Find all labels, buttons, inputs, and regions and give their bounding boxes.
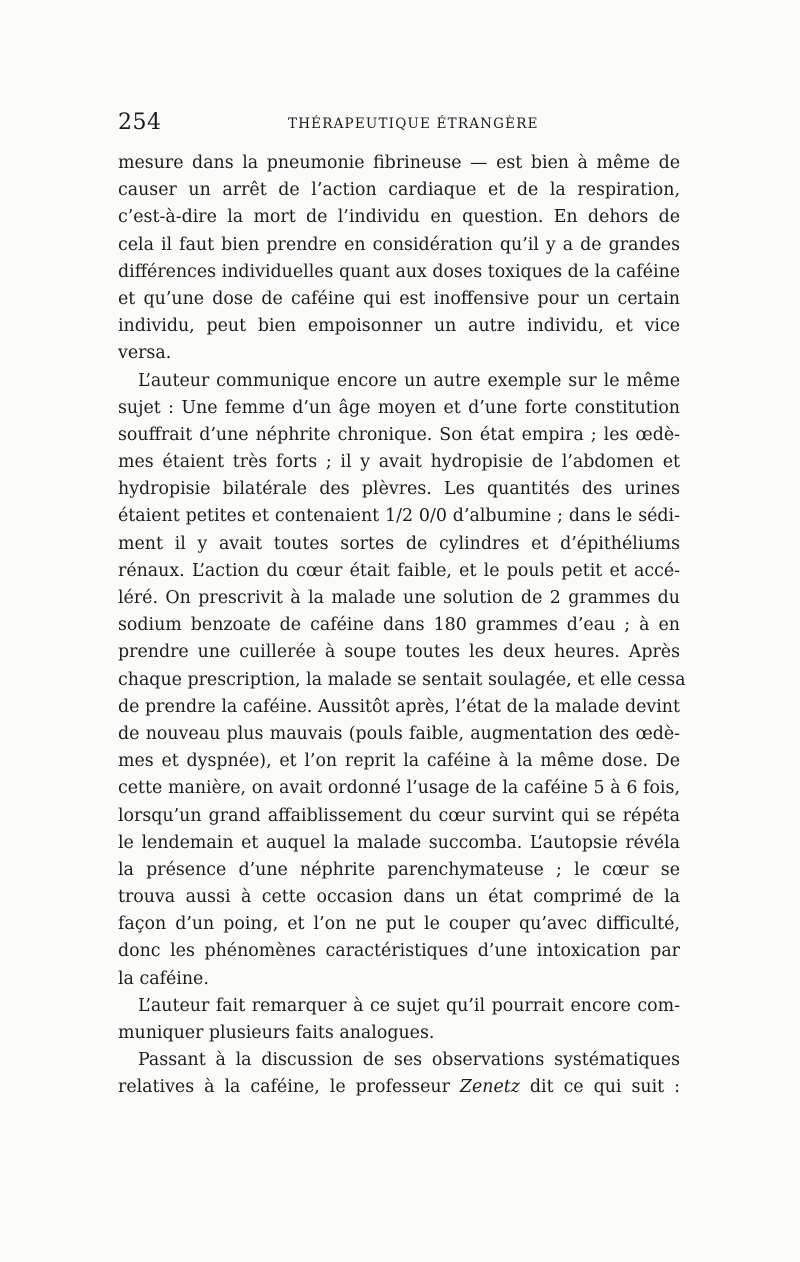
text-line: c’est-à-dire la mort de l’individu en question. En dehors de: [118, 207, 680, 228]
text-line: mes étaient très forts ; il y avait hydropisie de l’abdomen et: [118, 452, 680, 473]
paragraph-start-line: L’auteur fait remarquer à ce sujet qu’il pourrait encore com-: [138, 995, 680, 1016]
text-line: le lendemain et auquel la malade succomba. L’autopsie révéla: [118, 832, 680, 853]
body-text: [118, 150, 686, 1102]
text-line: léré. On prescrivit à la malade une solution de 2 grammes du: [118, 588, 680, 608]
text-line: lorsqu’un grand affaiblissement du cœur survint qui se répéta: [118, 805, 680, 826]
text-line: ment il y avait toutes sortes de cylindres et d’épithéliums: [118, 533, 680, 554]
text-line: hydropisie bilatérale des plèvres. Les quantités des urines: [118, 479, 680, 500]
text-line: la présence d’une néphrite parenchymateuse ; le cœur se: [118, 859, 680, 880]
text-line: rénaux. L’action du cœur était faible, et le pouls petit et accé-: [118, 560, 680, 581]
text-line: trouva aussi à cette occasion dans un état comprimé de la: [118, 887, 680, 908]
text-line: différences individuelles quant aux doses toxiques de la caféine: [118, 261, 680, 282]
text-line: cela il faut bien prendre en considération qu’il y a de grandes: [118, 234, 680, 255]
running-title: THÉRAPEUTIQUE ÉTRANGÈRE: [288, 116, 539, 132]
text-line: donc les phénomènes caractéristiques d’une intoxication par: [118, 941, 680, 962]
text-line: chaque prescription, la malade se sentait soulagée, et elle cessa: [118, 669, 686, 690]
text-line: et qu’une dose de caféine qui est inoffensive pour un certain: [118, 288, 680, 309]
text-line: étaient petites et contenaient 1/2 0/0 d’albumine ; dans le sédi-: [118, 506, 680, 527]
page-header: [118, 110, 680, 140]
text-line: muniquer plusieurs faits analogues.: [118, 1023, 435, 1043]
text-line: prendre une cuillerée à soupe toutes les deux heures. Après: [118, 642, 680, 663]
text-line: façon d’un poing, et l’on ne put le couper qu’avec difficulté,: [118, 914, 680, 935]
page-number: 254: [118, 110, 162, 135]
text-segment: relatives à la caféine, le professeur: [118, 1077, 460, 1098]
text-line: mesure dans la pneumonie fibrineuse — est bien à même de: [118, 153, 680, 173]
text-line: causer un arrêt de l’action cardiaque et de la respiration,: [118, 180, 680, 201]
author-name: Zenetz: [459, 1077, 520, 1098]
paragraph-start-line: L’auteur communique encore un autre exemple sur le même: [138, 370, 680, 391]
text-segment: dit ce qui suit :: [519, 1077, 680, 1098]
text-line: la caféine.: [118, 968, 209, 989]
text-line: cette manière, on avait ordonné l’usage de la caféine 5 à 6 fois,: [118, 778, 680, 799]
text-line: souffrait d’une néphrite chronique. Son état empira ; les œdè-: [118, 424, 680, 445]
text-line: versa.: [118, 343, 172, 364]
text-line: sodium benzoate de caféine dans 180 grammes d’eau ; à en: [118, 615, 680, 636]
text-line: de nouveau plus mauvais (pouls faible, augmentation des œdè-: [118, 723, 680, 744]
text-line: individu, peut bien empoisonner un autre individu, et vice: [118, 316, 680, 337]
text-line: [118, 1074, 680, 1101]
paragraph-start-line: Passant à la discussion de ses observations systématiques: [138, 1050, 680, 1071]
text-line: mes et dyspnée), et l’on reprit la caféine à la même dose. De: [118, 751, 680, 772]
text-line: sujet : Une femme d’un âge moyen et d’une forte constitution: [118, 397, 680, 418]
text-line: de prendre la caféine. Aussitôt après, l’état de la malade devint: [118, 696, 680, 717]
